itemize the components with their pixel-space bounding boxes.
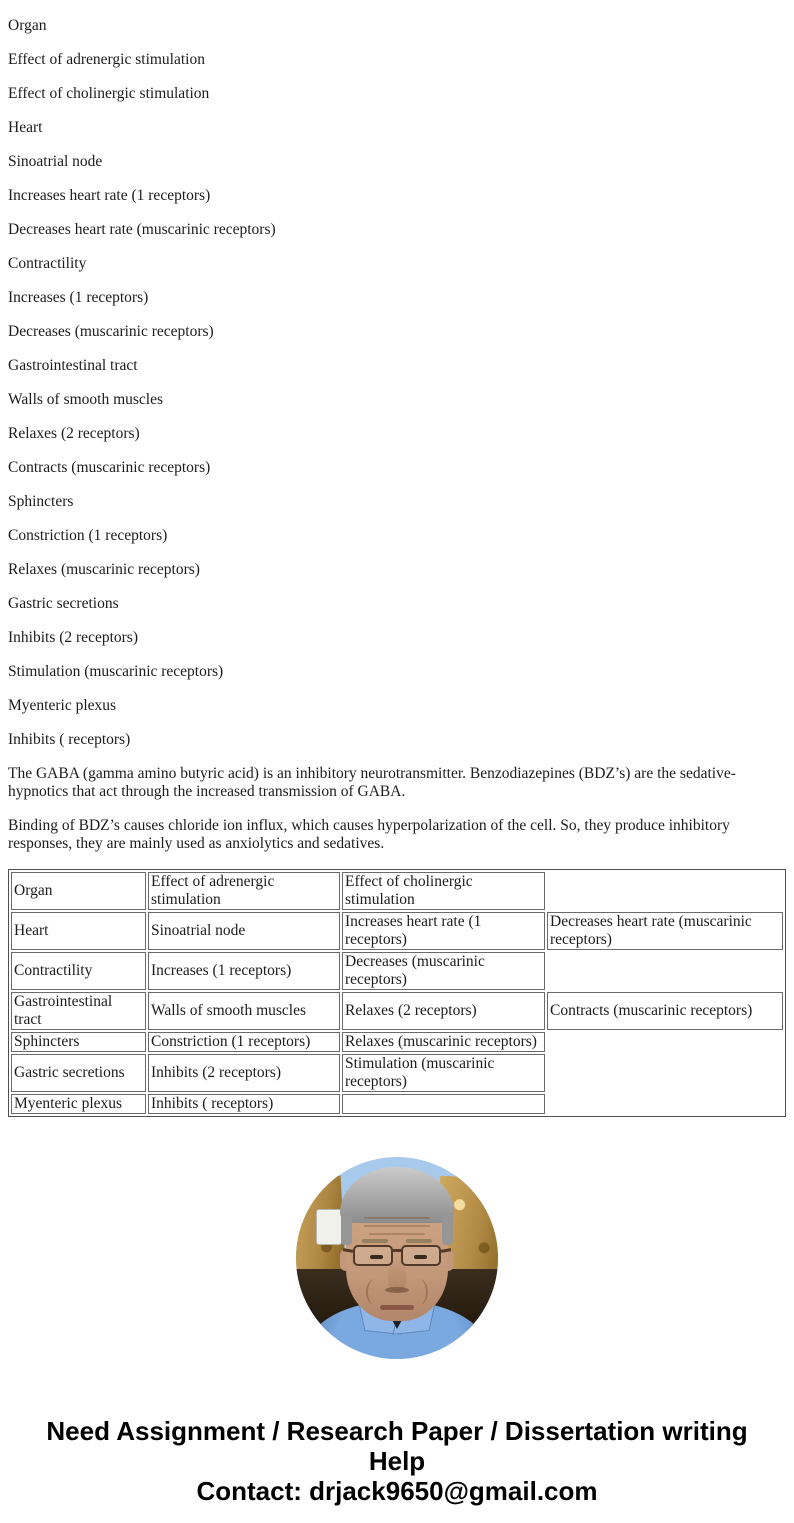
intro-line: Myenteric plexus [8,697,117,714]
intro-line: Gastric secretions [8,595,119,612]
mouth [380,1305,414,1310]
intro-line: Contracts (muscarinic receptors) [8,459,211,476]
intro-line: Increases heart rate (1 receptors) [8,187,211,204]
table-cell [342,1094,545,1114]
table-cell: Gastric secretions [11,1054,146,1092]
forehead-line [369,1233,425,1235]
table-cell: Myenteric plexus [11,1094,146,1114]
footer-contact: Contact: drjack9650@gmail.com [196,1476,598,1506]
avatar [296,1157,498,1359]
grey-hair [340,1167,454,1223]
glasses-bridge [392,1249,402,1252]
intro-line: Walls of smooth muscles [8,391,164,408]
forehead-line [364,1225,430,1227]
eyebrow-left [362,1239,388,1243]
intro-line: Contractility [8,255,87,272]
intro-line: Inhibits ( receptors) [8,731,131,748]
table-cell: Decreases (muscarinic receptors) [342,952,545,990]
avatar-section [8,1157,786,1364]
table-cell: Inhibits (2 receptors) [148,1054,340,1092]
table-cell: Inhibits ( receptors) [148,1094,340,1114]
table-row [11,952,783,990]
table-cell: Gastrointestinal tract [11,992,146,1030]
table-row [11,872,783,910]
eye-right [414,1255,427,1259]
footer-promo [31,1416,763,1506]
sideburn-left [341,1213,352,1245]
eyebrow-right [406,1239,432,1243]
intro-line: Relaxes (muscarinic receptors) [8,561,200,578]
nasolabial-fold-right [410,1279,428,1305]
intro-line: Effect of adrenergic stimulation [8,51,205,68]
table-row [11,912,783,950]
body-paragraphs [8,765,786,853]
glasses-lens-left [353,1245,393,1266]
table-row [11,992,783,1030]
table-row [11,1094,783,1114]
intro-line: Organ [8,17,47,34]
switch-plate [316,1209,342,1245]
intro-line: Gastrointestinal tract [8,357,138,374]
table-cell: Contracts (muscarinic receptors) [547,992,783,1030]
glasses [348,1245,446,1267]
intro-line: Decreases (muscarinic receptors) [8,323,214,340]
sideburn-right [442,1213,453,1245]
table-cell: Constriction (1 receptors) [148,1032,340,1052]
table-cell: Stimulation (muscarinic receptors) [342,1054,545,1092]
glasses-lens-right [401,1245,441,1266]
paragraph-gaba: The GABA (gamma amino butyric acid) is an inhibitory neurotransmitter. Benzodiazepines (BDZ’s) are the sedative-hypnotics that act through the increased transmission of GABA. [8,765,736,800]
table-cell: Walls of smooth muscles [148,992,340,1030]
intro-line: Inhibits (2 receptors) [8,629,138,646]
table-cell: Sphincters [11,1032,146,1052]
table-cell: Increases (1 receptors) [148,952,340,990]
table-row [11,1054,783,1092]
intro-line: Constriction (1 receptors) [8,527,168,544]
table-cell: Increases heart rate (1 receptors) [342,912,545,950]
nasolabial-fold-left [366,1279,384,1305]
paragraph-bdz: Binding of BDZ’s causes chloride ion influx, which causes hyperpolarization of the cell. So, they produce inhibitory responses, they are mainly used as anxiolytics and sedatives. [8,817,730,852]
organ-effects-table [8,869,786,1117]
table-cell: Organ [11,872,146,910]
table-cell: Decreases heart rate (muscarinic receptors) [547,912,783,950]
table-cell: Effect of adrenergic stimulation [148,872,340,910]
table-row [11,1032,783,1052]
intro-line: Effect of cholinergic stimulation [8,85,210,102]
intro-line: Sphincters [8,493,74,510]
intro-text-block [8,17,786,749]
intro-line: Sinoatrial node [8,153,103,170]
intro-line: Increases (1 receptors) [8,289,149,306]
table-cell: Contractility [11,952,146,990]
eye-left [370,1255,383,1259]
table-cell: Heart [11,912,146,950]
table-cell: Effect of cholinergic stimulation [342,872,545,910]
table-cell: Relaxes (2 receptors) [342,992,545,1030]
intro-line: Decreases heart rate (muscarinic receptors) [8,221,276,238]
intro-line: Heart [8,119,43,136]
table-cell: Relaxes (muscarinic receptors) [342,1032,545,1052]
footer-heading: Need Assignment / Research Paper / Dissertation writing Help [46,1416,748,1476]
forehead-line [364,1217,430,1219]
intro-line: Relaxes (2 receptors) [8,425,140,442]
intro-line: Stimulation (muscarinic receptors) [8,663,224,680]
table-cell: Sinoatrial node [148,912,340,950]
